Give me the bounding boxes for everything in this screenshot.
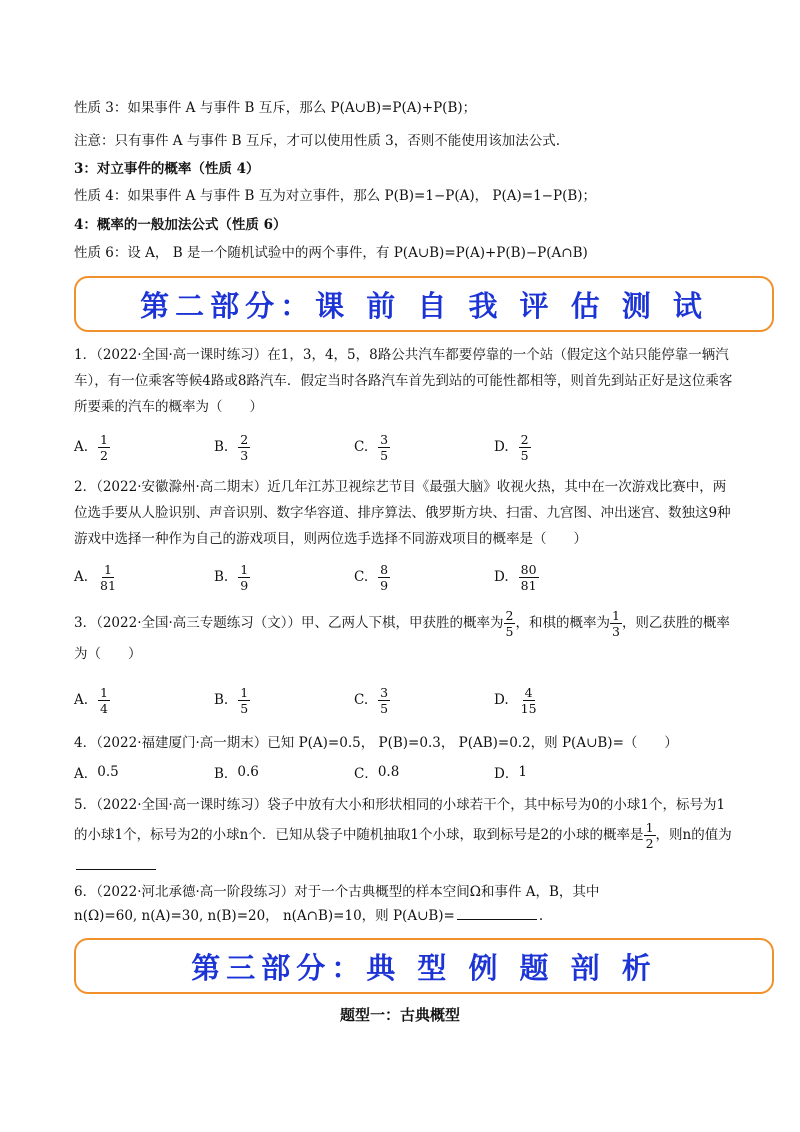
option-a[interactable]: A. $\frac{1}{2}$ [74, 431, 108, 463]
answer-blank[interactable] [76, 869, 156, 870]
question-3-options [74, 678, 734, 722]
property-4: 性质 4：如果事件 A 与事件 B 互为对立事件，那么 P(B)=1−P(A)， P(A)=1−P(B)； [74, 188, 597, 204]
option-b[interactable]: B. $\frac{2}{3}$ [214, 431, 249, 463]
section-title: 题型一：古典概型 [339, 1006, 460, 1024]
option-d[interactable]: D. $\frac{4}{15}$ [494, 684, 537, 716]
option-c[interactable]: C. $\frac{3}{5}$ [354, 684, 389, 716]
option-b[interactable]: B． 0.6 [214, 764, 259, 782]
option-c[interactable]: C. $\frac{3}{5}$ [354, 431, 389, 463]
option-d[interactable]: D. $\frac{80}{81}$ [494, 561, 537, 593]
question-4: 4．（2022·福建厦门·高一期末）已知 P(A)=0.5， P(B)=0.3， P(AB)=0.2，则 P(A∪B)=（ ） [74, 735, 678, 751]
property-6: 性质 6：设 A， B 是一个随机试验中的两个事件，有 P(A∪B)=P(A)+P(B)−P(A∩B) [74, 245, 588, 261]
option-c[interactable]: C． 0.8 [354, 764, 400, 782]
question-5: 5．（2022·全国·高一课时练习）袋子中放有大小和形状相同的小球若干个，其中标号为0的小球1个，标号为1的小球1个，标号为2的小球n个．已知从袋子中随机抽取1个小球，取到标号是2的小球的概率是 $\frac{1}{2}$ ，则n的值为 [74, 790, 734, 881]
section-banner-2: 第二部分：课 前 自 我 评 估 测 试 [74, 276, 774, 332]
option-b[interactable]: B. $\frac{1}{9}$ [214, 561, 249, 593]
question-1-options [74, 425, 734, 469]
option-d[interactable]: D. $\frac{2}{5}$ [494, 431, 529, 463]
question-2: 2．（2022·安徽滁州·高二期末）近几年江苏卫视综艺节目《最强大脑》收视火热，其中在一次游戏比赛中，两位选手要从人脸识别、声音识别、数字华容道、排序算法、俄罗斯方块、扫雷、九宫图、冲出迷宫、数独这9种游戏中选择一种作为自己的游戏项目，则两位选手选择不同游戏项目的概率是（ ） [74, 479, 731, 547]
question-6: 6．（2022·河北承德·高一阶段练习）对于一个古典概型的样本空间Ω和事件 A，B，其中 [74, 884, 600, 900]
section-banner-3: 第三部分：典 型 例 题 剖 析 [74, 938, 774, 994]
option-a[interactable]: A. $\frac{1}{81}$ [74, 561, 116, 593]
option-a[interactable]: A. $\frac{1}{4}$ [74, 684, 108, 716]
question-6-formula: n(Ω)=60, n(A)=30, n(B)=20， n(A∩B)=10，则 P(A∪B)= . [74, 908, 544, 924]
option-a[interactable]: A． 0.5 [74, 764, 119, 782]
answer-blank[interactable] [457, 919, 537, 920]
option-b[interactable]: B. $\frac{1}{5}$ [214, 684, 249, 716]
question-3: 3．（2022·全国·高三专题练习（文））甲、乙两人下棋，甲获胜的概率为 $\frac{2}{5}$ ，和棋的概率为 $\frac{1}{3}$ ，则乙获胜的概率为（ ） [74, 608, 730, 662]
question-1: 1．（2022·全国·高一课时练习）在1，3，4，5，8路公共汽车都要停靠的一个站（假定这个站只能停靠一辆汽车），有一位乘客等候4路或8路汽车．假定当时各路汽车首先到站的可能性都相等，则首先到站正好是这位乘客所要乘的汽车的概率为（ ） [74, 347, 733, 415]
heading-4: 4：概率的一般加法公式（性质 6） [74, 217, 287, 233]
question-2-options [74, 555, 734, 599]
heading-3: 3：对立事件的概率（性质 4） [74, 161, 260, 177]
option-d[interactable]: D． 1 [494, 764, 527, 782]
question-4-options [74, 752, 734, 792]
option-c[interactable]: C. $\frac{8}{9}$ [354, 561, 389, 593]
note: 注意：只有事件 A 与事件 B 互斥，才可以使用性质 3，否则不能使用该加法公式. [74, 133, 561, 149]
property-3: 性质 3：如果事件 A 与事件 B 互斥，那么 P(A∪B)=P(A)+P(B)； [74, 100, 477, 116]
